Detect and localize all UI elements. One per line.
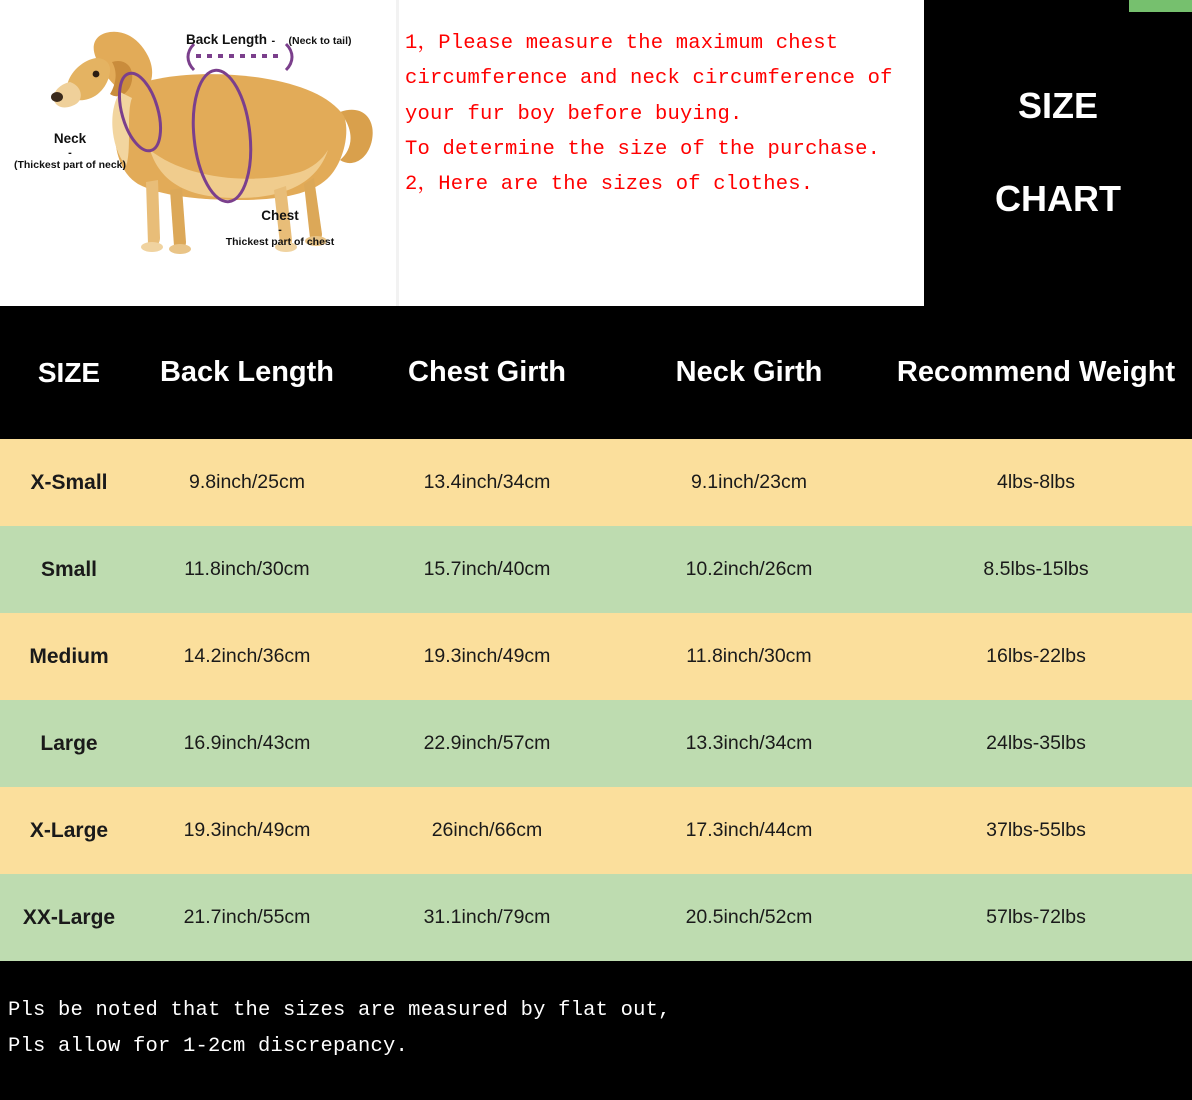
- cell-back-length: 19.3inch/49cm: [138, 787, 356, 874]
- instruction-line-3: 2，Here are the sizes of clothes.: [405, 173, 814, 196]
- cell-size: XX-Large: [0, 874, 138, 961]
- column-header-chest-girth: Chest Girth: [356, 306, 618, 439]
- back-length-label: [186, 31, 352, 49]
- cell-chest-girth: 31.1inch/79cm: [356, 874, 618, 961]
- cell-size: Medium: [0, 613, 138, 700]
- cell-chest-girth: 26inch/66cm: [356, 787, 618, 874]
- cell-weight: 8.5lbs-15lbs: [880, 526, 1192, 613]
- column-header-back-length: Back Length: [138, 306, 356, 439]
- cell-back-length: 21.7inch/55cm: [138, 874, 356, 961]
- neck-note: (Thickest part of neck): [13, 159, 127, 172]
- cell-back-length: 11.8inch/30cm: [138, 526, 356, 613]
- chest-note: Thickest part of chest: [225, 236, 335, 249]
- instruction-line-2: To determine the size of the purchase.: [405, 137, 881, 161]
- instruction-line-1: 1，Please measure the maximum chest circumference and neck circumference of your fur boy before buying.: [405, 32, 893, 126]
- table-header: [0, 306, 1192, 439]
- measurement-diagram: [0, 0, 396, 306]
- cell-back-length: 9.8inch/25cm: [138, 439, 356, 526]
- table-header-row: [0, 306, 1192, 439]
- cell-neck-girth: 9.1inch/23cm: [618, 439, 880, 526]
- cell-weight: 4lbs-8lbs: [880, 439, 1192, 526]
- cell-neck-girth: 20.5inch/52cm: [618, 874, 880, 961]
- table-row: [0, 439, 1192, 526]
- neck-dash: -: [68, 146, 72, 159]
- cell-weight: 24lbs-35lbs: [880, 700, 1192, 787]
- cell-weight: 57lbs-72lbs: [880, 874, 1192, 961]
- size-table: [0, 306, 1192, 961]
- table-row: [0, 613, 1192, 700]
- table-row: [0, 700, 1192, 787]
- neck-text: Neck: [53, 131, 87, 146]
- top-section: [0, 0, 1192, 306]
- footer-line-1: Pls be noted that the sizes are measured by flat out,: [8, 999, 671, 1022]
- cell-neck-girth: 13.3inch/34cm: [618, 700, 880, 787]
- size-chart-title: [924, 0, 1192, 306]
- footer-line-2: Pls allow for 1-2cm discrepancy.: [8, 1034, 409, 1058]
- cell-size: Small: [0, 526, 138, 613]
- back-length-note: (Neck to tail): [288, 35, 352, 47]
- chest-dash: -: [278, 223, 282, 236]
- decorative-green-corner: [1129, 0, 1192, 12]
- title-line-1: SIZE: [1017, 84, 1098, 126]
- table-body: [0, 439, 1192, 961]
- cell-neck-girth: 10.2inch/26cm: [618, 526, 880, 613]
- cell-chest-girth: 19.3inch/49cm: [356, 613, 618, 700]
- column-header-neck-girth: Neck Girth: [618, 306, 880, 439]
- footer-note: [0, 961, 1192, 1093]
- cell-neck-girth: 17.3inch/44cm: [618, 787, 880, 874]
- cell-weight: 37lbs-55lbs: [880, 787, 1192, 874]
- table-row: [0, 526, 1192, 613]
- chest-label: [185, 208, 375, 248]
- title-line-2: CHART: [995, 178, 1121, 220]
- column-header-size: SIZE: [0, 306, 138, 439]
- cell-weight: 16lbs-22lbs: [880, 613, 1192, 700]
- cell-size: Large: [0, 700, 138, 787]
- cell-chest-girth: 22.9inch/57cm: [356, 700, 618, 787]
- cell-back-length: 16.9inch/43cm: [138, 700, 356, 787]
- cell-size: X-Small: [0, 439, 138, 526]
- back-length-text: Back Length: [186, 32, 268, 47]
- cell-neck-girth: 11.8inch/30cm: [618, 613, 880, 700]
- chest-text: Chest: [261, 208, 299, 223]
- cell-chest-girth: 15.7inch/40cm: [356, 526, 618, 613]
- cell-back-length: 14.2inch/36cm: [138, 613, 356, 700]
- cell-size: X-Large: [0, 787, 138, 874]
- table-row: [0, 874, 1192, 961]
- column-header-recommend-weight: Recommend Weight: [880, 306, 1192, 439]
- back-length-dash: -: [271, 35, 276, 47]
- neck-label: [0, 131, 140, 171]
- table-row: [0, 787, 1192, 874]
- cell-chest-girth: 13.4inch/34cm: [356, 439, 618, 526]
- instructions-panel: [396, 0, 924, 306]
